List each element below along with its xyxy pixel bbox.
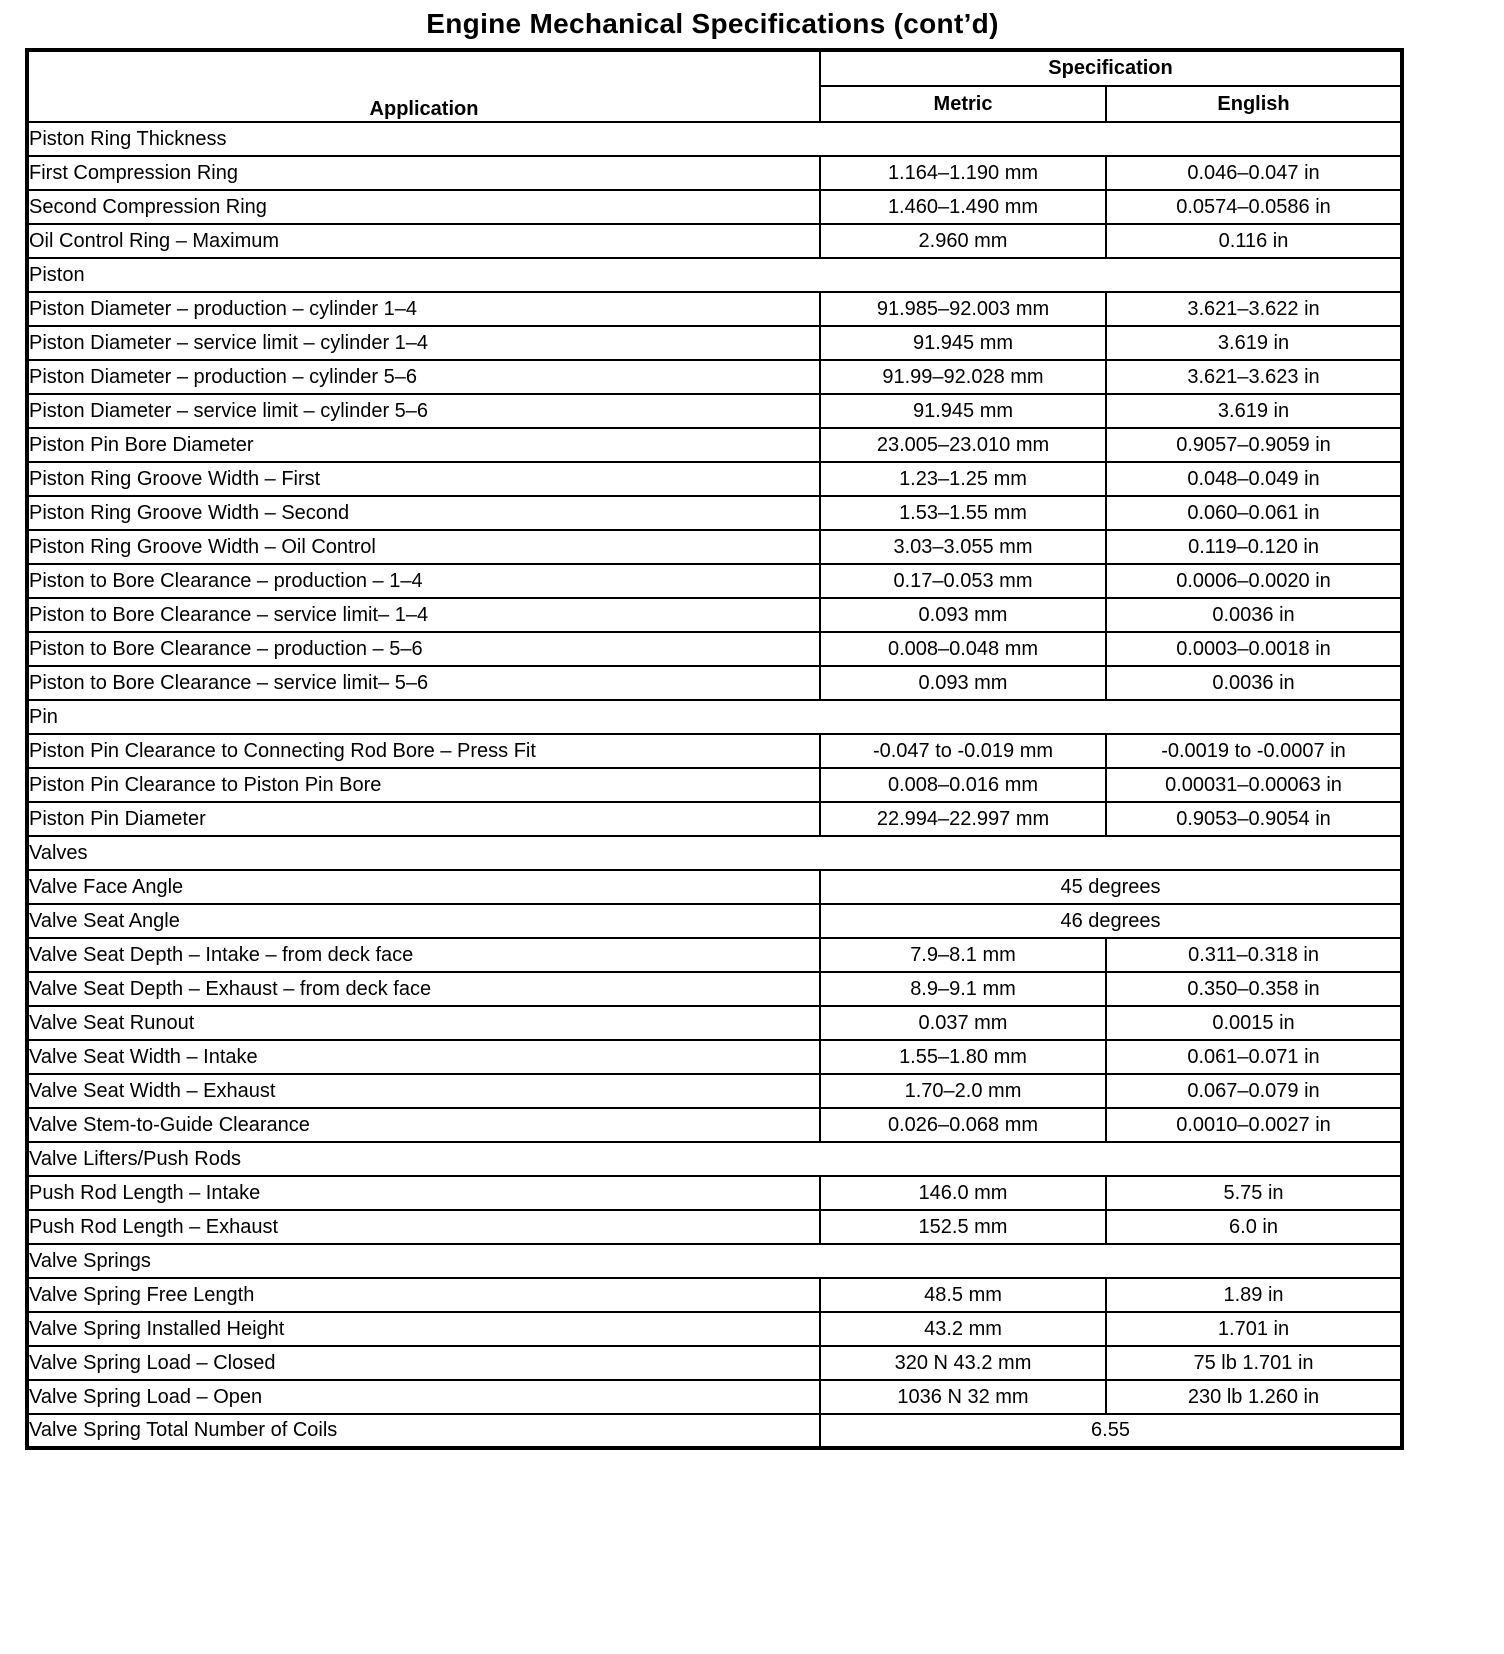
spec-metric-value: 1.164–1.190 mm [820, 156, 1106, 190]
spec-row [27, 972, 1402, 1006]
spec-label: Valve Face Angle [27, 870, 820, 904]
spec-metric-value: 1.55–1.80 mm [820, 1040, 1106, 1074]
section-label: Piston [27, 258, 1402, 292]
spec-label: Valve Seat Runout [27, 1006, 820, 1040]
spec-label: Piston Ring Groove Width – Second [27, 496, 820, 530]
spec-english-value: 0.0015 in [1106, 1006, 1402, 1040]
spec-metric-value: 0.008–0.016 mm [820, 768, 1106, 802]
spec-row [27, 1210, 1402, 1244]
spec-metric-value: 0.093 mm [820, 666, 1106, 700]
spec-row [27, 360, 1402, 394]
spec-label: Piston Pin Clearance to Connecting Rod Bore – Press Fit [27, 734, 820, 768]
spec-english-value: 0.048–0.049 in [1106, 462, 1402, 496]
spec-row-spanned [27, 870, 1402, 904]
col-header-application: Application [27, 50, 820, 122]
spec-row [27, 1312, 1402, 1346]
spec-label: Piston Ring Groove Width – First [27, 462, 820, 496]
spec-metric-value: 2.960 mm [820, 224, 1106, 258]
spec-english-value: 0.116 in [1106, 224, 1402, 258]
col-header-english: English [1106, 86, 1402, 122]
spec-row [27, 1006, 1402, 1040]
section-label: Valve Springs [27, 1244, 1402, 1278]
spec-row [27, 598, 1402, 632]
spec-row [27, 802, 1402, 836]
spec-metric-value: 43.2 mm [820, 1312, 1106, 1346]
spec-table-body [27, 122, 1402, 1448]
spec-row [27, 1074, 1402, 1108]
spec-metric-value: 91.99–92.028 mm [820, 360, 1106, 394]
spec-row-spanned [27, 1414, 1402, 1448]
spec-metric-value: 1.23–1.25 mm [820, 462, 1106, 496]
spec-english-value: 1.701 in [1106, 1312, 1402, 1346]
spec-label: Push Rod Length – Exhaust [27, 1210, 820, 1244]
spec-english-value: 0.350–0.358 in [1106, 972, 1402, 1006]
spec-row [27, 292, 1402, 326]
spec-row [27, 564, 1402, 598]
spec-label: Valve Spring Total Number of Coils [27, 1414, 820, 1448]
spec-row [27, 190, 1402, 224]
spec-row [27, 666, 1402, 700]
section-row [27, 700, 1402, 734]
spec-english-value: 1.89 in [1106, 1278, 1402, 1312]
spec-label: Push Rod Length – Intake [27, 1176, 820, 1210]
spec-english-value: 0.9057–0.9059 in [1106, 428, 1402, 462]
spec-row [27, 632, 1402, 666]
spec-label: Valve Spring Installed Height [27, 1312, 820, 1346]
spec-english-value: 6.0 in [1106, 1210, 1402, 1244]
header-row-top [27, 50, 1402, 86]
spec-english-value: 0.0006–0.0020 in [1106, 564, 1402, 598]
spec-english-value: 3.621–3.622 in [1106, 292, 1402, 326]
spec-english-value: 5.75 in [1106, 1176, 1402, 1210]
spec-metric-value: 91.985–92.003 mm [820, 292, 1106, 326]
spec-label: Piston Pin Clearance to Piston Pin Bore [27, 768, 820, 802]
spec-english-value: 0.0003–0.0018 in [1106, 632, 1402, 666]
spec-metric-value: 91.945 mm [820, 326, 1106, 360]
spec-metric-value: 1.70–2.0 mm [820, 1074, 1106, 1108]
spec-english-value: 0.0036 in [1106, 598, 1402, 632]
spec-row [27, 224, 1402, 258]
section-row [27, 1244, 1402, 1278]
spec-metric-value: 0.17–0.053 mm [820, 564, 1106, 598]
spec-label: Valve Spring Free Length [27, 1278, 820, 1312]
section-row [27, 258, 1402, 292]
spec-label: Piston Diameter – production – cylinder 5–6 [27, 360, 820, 394]
spec-english-value: 0.060–0.061 in [1106, 496, 1402, 530]
spec-english-value: 0.0010–0.0027 in [1106, 1108, 1402, 1142]
spec-english-value: 0.0036 in [1106, 666, 1402, 700]
spec-label: Piston Diameter – service limit – cylinder 5–6 [27, 394, 820, 428]
spec-metric-value: 0.026–0.068 mm [820, 1108, 1106, 1142]
spec-value: 45 degrees [820, 870, 1402, 904]
spec-row [27, 496, 1402, 530]
spec-label: Valve Spring Load – Open [27, 1380, 820, 1414]
page-title: Engine Mechanical Specifications (cont’d) [426, 8, 999, 39]
section-label: Pin [27, 700, 1402, 734]
spec-label: Valve Stem-to-Guide Clearance [27, 1108, 820, 1142]
spec-label: Second Compression Ring [27, 190, 820, 224]
spec-label: Valve Seat Depth – Exhaust – from deck face [27, 972, 820, 1006]
spec-metric-value: 0.037 mm [820, 1006, 1106, 1040]
spec-metric-value: 23.005–23.010 mm [820, 428, 1106, 462]
spec-row [27, 1108, 1402, 1142]
spec-row [27, 734, 1402, 768]
section-row [27, 122, 1402, 156]
spec-row [27, 156, 1402, 190]
section-row [27, 836, 1402, 870]
spec-metric-value: 3.03–3.055 mm [820, 530, 1106, 564]
spec-label: Piston to Bore Clearance – service limit– 5–6 [27, 666, 820, 700]
spec-english-value: 3.621–3.623 in [1106, 360, 1402, 394]
spec-row [27, 1346, 1402, 1380]
spec-label: Valve Seat Depth – Intake – from deck face [27, 938, 820, 972]
spec-table [25, 48, 1404, 1450]
spec-english-value: 0.067–0.079 in [1106, 1074, 1402, 1108]
spec-metric-value: 0.093 mm [820, 598, 1106, 632]
spec-row [27, 326, 1402, 360]
spec-english-value: 3.619 in [1106, 326, 1402, 360]
spec-english-value: 0.046–0.047 in [1106, 156, 1402, 190]
spec-label: Piston to Bore Clearance – production – 1–4 [27, 564, 820, 598]
spec-english-value: 0.0574–0.0586 in [1106, 190, 1402, 224]
spec-label: Valve Seat Width – Intake [27, 1040, 820, 1074]
spec-label: Piston Ring Groove Width – Oil Control [27, 530, 820, 564]
spec-value: 46 degrees [820, 904, 1402, 938]
spec-english-value: 230 lb 1.260 in [1106, 1380, 1402, 1414]
spec-row [27, 462, 1402, 496]
col-header-specification: Specification [820, 50, 1402, 86]
spec-row [27, 768, 1402, 802]
spec-metric-value: 7.9–8.1 mm [820, 938, 1106, 972]
spec-row [27, 938, 1402, 972]
spec-english-value: 0.311–0.318 in [1106, 938, 1402, 972]
spec-label: Valve Seat Width – Exhaust [27, 1074, 820, 1108]
spec-label: First Compression Ring [27, 156, 820, 190]
spec-label: Valve Seat Angle [27, 904, 820, 938]
spec-metric-value: 146.0 mm [820, 1176, 1106, 1210]
spec-metric-value: 1.53–1.55 mm [820, 496, 1106, 530]
spec-english-value: 0.9053–0.9054 in [1106, 802, 1402, 836]
spec-label: Piston to Bore Clearance – service limit– 1–4 [27, 598, 820, 632]
spec-english-value: 0.00031–0.00063 in [1106, 768, 1402, 802]
spec-metric-value: 152.5 mm [820, 1210, 1106, 1244]
spec-english-value: -0.0019 to -0.0007 in [1106, 734, 1402, 768]
spec-metric-value: 48.5 mm [820, 1278, 1106, 1312]
spec-metric-value: 1036 N 32 mm [820, 1380, 1106, 1414]
section-label: Valve Lifters/Push Rods [27, 1142, 1402, 1176]
spec-metric-value: 22.994–22.997 mm [820, 802, 1106, 836]
spec-english-value: 0.119–0.120 in [1106, 530, 1402, 564]
spec-label: Valve Spring Load – Closed [27, 1346, 820, 1380]
spec-row [27, 530, 1402, 564]
spec-label: Piston Pin Bore Diameter [27, 428, 820, 462]
spec-english-value: 3.619 in [1106, 394, 1402, 428]
spec-metric-value: -0.047 to -0.019 mm [820, 734, 1106, 768]
spec-english-value: 75 lb 1.701 in [1106, 1346, 1402, 1380]
spec-metric-value: 0.008–0.048 mm [820, 632, 1106, 666]
spec-value: 6.55 [820, 1414, 1402, 1448]
spec-metric-value: 8.9–9.1 mm [820, 972, 1106, 1006]
spec-label: Piston to Bore Clearance – production – 5–6 [27, 632, 820, 666]
spec-metric-value: 91.945 mm [820, 394, 1106, 428]
spec-row [27, 1176, 1402, 1210]
spec-row [27, 1380, 1402, 1414]
spec-label: Piston Diameter – service limit – cylinder 1–4 [27, 326, 820, 360]
spec-row [27, 1040, 1402, 1074]
spec-row [27, 394, 1402, 428]
spec-row [27, 1278, 1402, 1312]
section-label: Piston Ring Thickness [27, 122, 1402, 156]
spec-label: Oil Control Ring – Maximum [27, 224, 820, 258]
spec-row [27, 428, 1402, 462]
section-label: Valves [27, 836, 1402, 870]
section-row [27, 1142, 1402, 1176]
spec-label: Piston Diameter – production – cylinder 1–4 [27, 292, 820, 326]
spec-metric-value: 1.460–1.490 mm [820, 190, 1106, 224]
spec-english-value: 0.061–0.071 in [1106, 1040, 1402, 1074]
col-header-metric: Metric [820, 86, 1106, 122]
spec-metric-value: 320 N 43.2 mm [820, 1346, 1106, 1380]
spec-row-spanned [27, 904, 1402, 938]
spec-label: Piston Pin Diameter [27, 802, 820, 836]
spec-table-header [27, 50, 1402, 122]
